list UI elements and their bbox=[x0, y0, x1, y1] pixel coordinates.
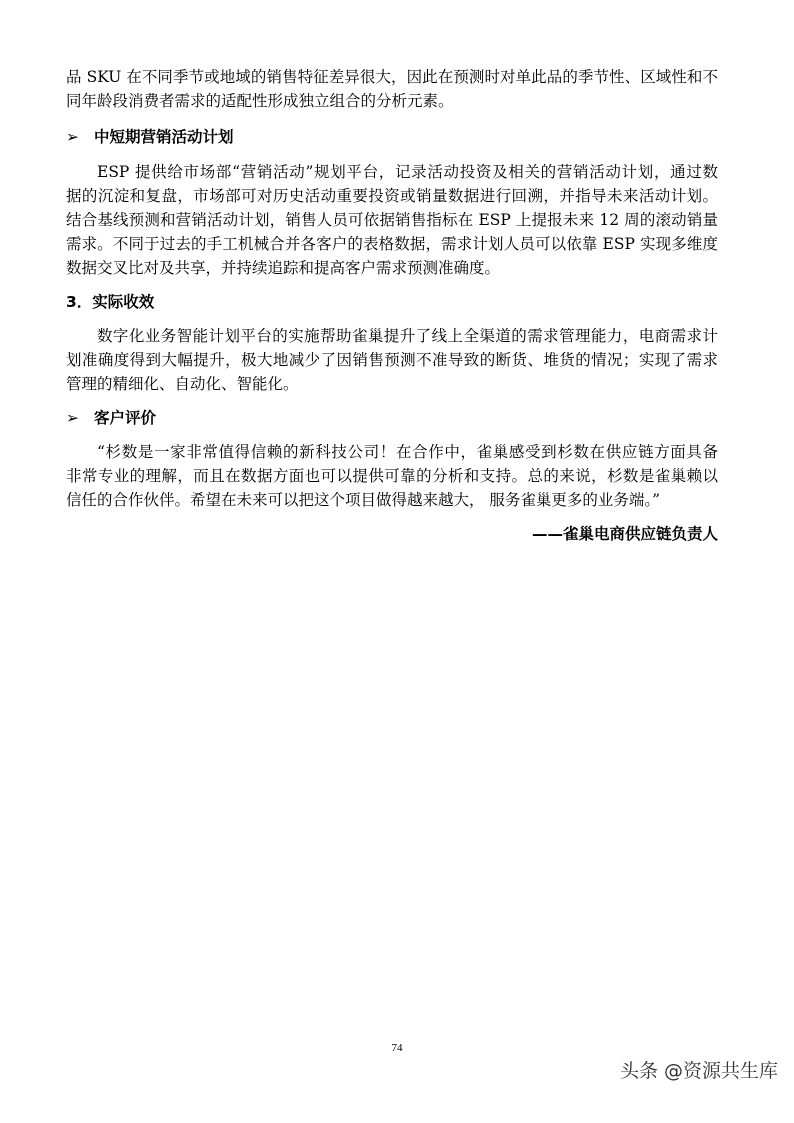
quote-line: “杉数是一家非常值得信赖的新科技公司！在合作中，雀巢感受到杉数在供应链方面具备 bbox=[97, 443, 718, 461]
paragraph-line: 据的沉淀和复盘，市场部可对历史活动重要投资或销量数据进行回溯，并指导未来活动计划。 bbox=[66, 187, 718, 205]
quote-signature: ——雀巢电商供应链负责人 bbox=[531, 525, 718, 543]
page-number: 74 bbox=[391, 1042, 403, 1054]
section-heading-review bbox=[66, 408, 156, 428]
arrow-bullet-icon: ➢ bbox=[66, 128, 79, 146]
quote-line: 信任的合作伙伴。希望在未来可以把这个项目做得越来越大， 服务雀巢更多的业务端。” bbox=[66, 491, 661, 509]
paragraph-line: 管理的精细化、自动化、智能化。 bbox=[66, 375, 299, 393]
section-heading-results: 3．实际收效 bbox=[66, 293, 155, 311]
heading-text: 客户评价 bbox=[94, 409, 157, 427]
intro-line: 同年龄段消费者需求的适配性形成独立组合的分析元素。 bbox=[66, 92, 454, 110]
watermark: 头条 @资源共生库 bbox=[619, 1060, 778, 1082]
paragraph-line: 需求。不同于过去的手工机械合并各客户的表格数据，需求计划人员可以依靠 ESP 实现多维度 bbox=[66, 235, 718, 253]
paragraph-line: 结合基线预测和营销活动计划，销售人员可依据销售指标在 ESP 上提报未来 12 周的滚动销量 bbox=[66, 211, 718, 229]
quote-line: 非常专业的理解，而且在数据方面也可以提供可靠的分析和支持。总的来说，杉数是雀巢赖以 bbox=[66, 467, 718, 485]
intro-line: 品 SKU 在不同季节或地域的销售特征差异很大，因此在预测时对单此品的季节性、区域性和不 bbox=[66, 68, 718, 86]
paragraph-line: 划准确度得到大幅提升，极大地减少了因销售预测不准导致的断货、堆货的情况；实现了需求 bbox=[66, 351, 718, 369]
heading-text: 中短期营销活动计划 bbox=[94, 128, 234, 146]
paragraph-line: ESP 提供给市场部“营销活动”规划平台，记录活动投资及相关的营销活动计划，通过数 bbox=[97, 163, 718, 181]
section-heading-campaign bbox=[66, 127, 234, 147]
paragraph-line: 数据交叉比对及共享，并持续追踪和提高客户需求预测准确度。 bbox=[66, 259, 501, 277]
arrow-bullet-icon: ➢ bbox=[66, 409, 79, 427]
paragraph-line: 数字化业务智能计划平台的实施帮助雀巢提升了线上全渠道的需求管理能力，电商需求计 bbox=[97, 327, 718, 345]
